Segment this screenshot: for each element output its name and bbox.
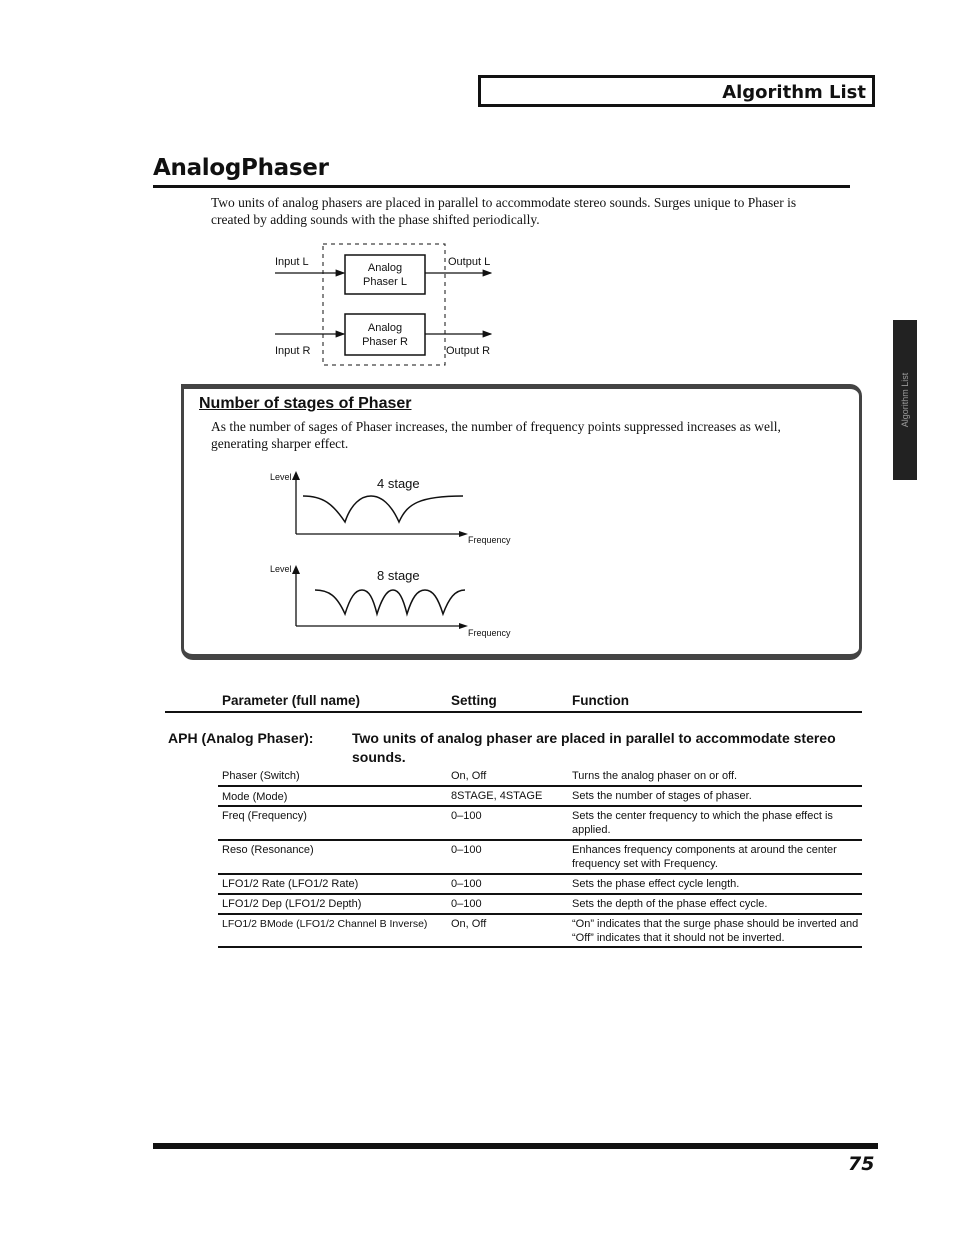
row-divider [218,913,862,915]
block-l-line2: Phaser L [362,276,408,288]
row-divider [218,785,862,787]
page-title: AnalogPhaser [153,155,329,181]
block-l-line1: Analog [367,262,403,274]
block-phaser-l [345,255,425,294]
graph1-frequency-label: Frequency [468,535,511,545]
graph1-stage-label: 4 stage [377,476,420,491]
row-function: Enhances frequency components at around the center frequency set with Frequency. [572,844,837,870]
row-divider [218,805,862,807]
table-header-param: Parameter (full name) [222,693,361,708]
graph1-level-label: Level [270,472,292,482]
row-setting: 0–100 [451,898,482,910]
row-function: “On” indicates that the surge phase should be inverted and “Off” indicates that it should not be inverted. [572,918,859,944]
graph-4-stage [265,466,525,550]
footer-rule [153,1143,878,1149]
row-setting: On, Off [451,918,487,930]
row-function: Sets the phase effect cycle length. [572,878,740,890]
row-function: Sets the center frequency to which the phase effect is applied. [572,810,833,836]
output-l-label: Output L [448,256,491,268]
row-divider [218,839,862,841]
row-param: LFO1/2 BMode (LFO1/2 Channel B Inverse) [222,918,428,930]
row-param: LFO1/2 Dep (LFO1/2 Depth) [222,898,362,910]
graph2-frequency-label: Frequency [468,628,511,638]
row-divider [218,893,862,895]
output-r-label: Output R [446,345,491,357]
row-setting: 0–100 [451,878,482,890]
row-setting: On, Off [451,770,487,782]
row-divider [218,946,862,948]
page-number: 75 [848,1153,875,1175]
row-divider [218,873,862,875]
group-description: Two units of analog phaser are placed in parallel to accommodate stereo sounds. [352,730,836,765]
block-diagram [260,238,510,373]
row-param: Mode (Mode) [222,791,288,803]
row-setting: 0–100 [451,810,482,822]
row-param: Phaser (Switch) [222,770,300,782]
block-r-line2: Phaser R [362,336,408,348]
row-function: Sets the depth of the phase effect cycle. [572,898,768,910]
block-phaser-r [345,314,425,355]
section-header-box [478,75,875,107]
group-label: APH (Analog Phaser): [168,730,314,746]
section-title: Algorithm List [722,82,866,103]
input-r-label: Input R [275,345,311,357]
title-rule [153,185,850,188]
row-function: Turns the analog phaser on or off. [572,770,738,782]
stages-heading: Number of stages of Phaser [199,395,412,412]
row-param: LFO1/2 Rate (LFO1/2 Rate) [222,878,359,890]
table-header-setting: Setting [451,693,497,708]
row-param: Reso (Resonance) [222,844,314,856]
row-setting: 8STAGE, 4STAGE [451,790,543,802]
row-function: Sets the number of stages of phaser. [572,790,752,802]
block-r-line1: Analog [367,322,403,334]
input-l-label: Input L [275,256,309,268]
stages-description: As the number of sages of Phaser increases, the number of frequency points suppressed increases as well, generating sharper effect. [211,419,781,451]
side-tab-label: Algorithm List [900,372,910,428]
graph-8-stage [265,558,525,642]
graph2-stage-label: 8 stage [377,568,420,583]
table-header-rule [165,711,862,713]
graph2-level-label: Level [270,564,292,574]
table-header-function: Function [572,693,629,708]
side-tab [893,320,917,480]
intro-paragraph: Two units of analog phasers are placed in parallel to accommodate stereo sounds. Surges unique to Phaser is created by adding sounds with the phase shifted periodically. [211,195,797,227]
row-param: Freq (Frequency) [222,810,307,822]
row-setting: 0–100 [451,844,482,856]
